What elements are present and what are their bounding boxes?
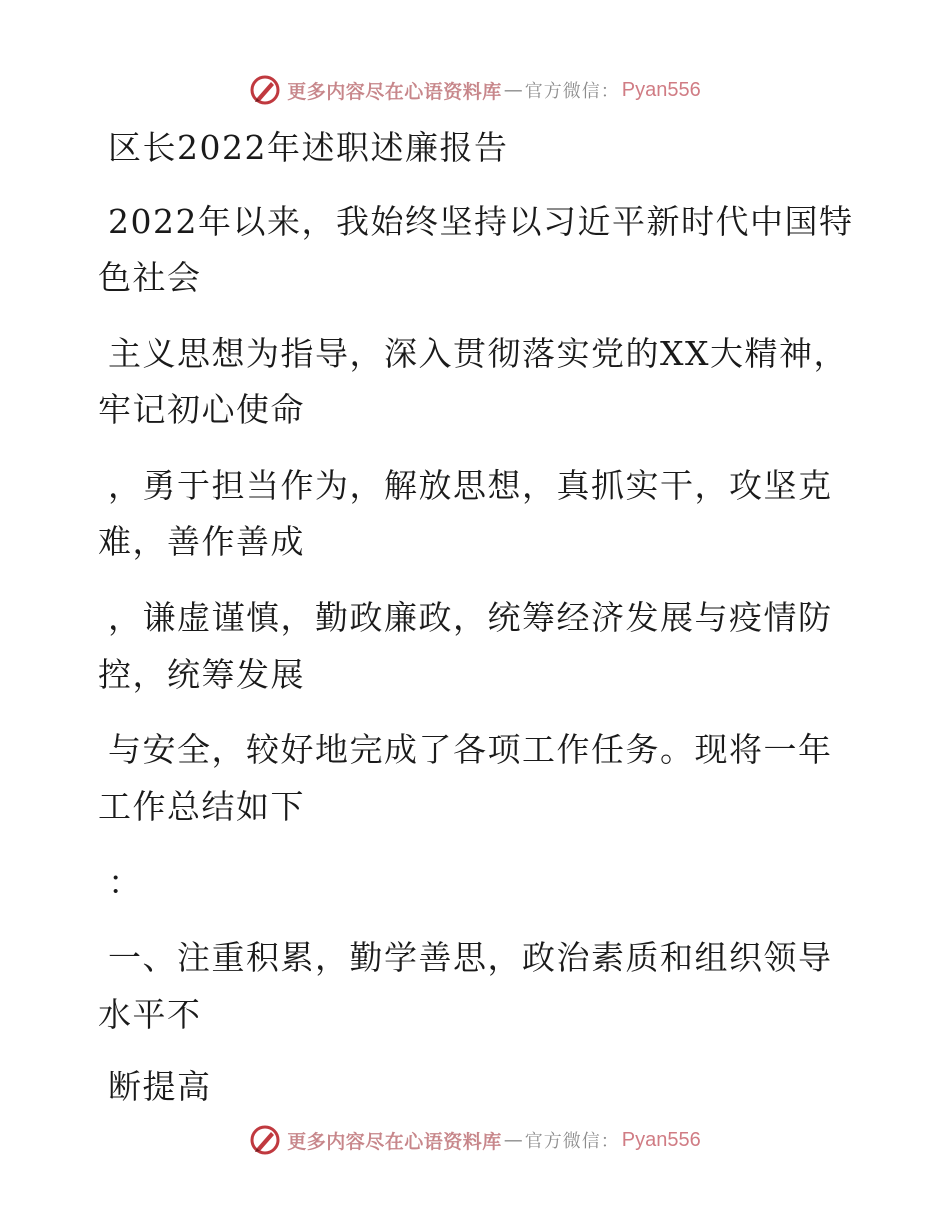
section-heading-continued: 水平不 [98,995,202,1034]
body-line: ： [108,863,143,902]
banner-official-label: 官方微信： [524,81,620,102]
banner-main-text: 更多内容尽在心语资料库 [287,1130,502,1153]
body-line: 牢记初心使命 [98,390,305,429]
section-heading: 一、注重积累，勤学善思，政治素质和组织领导 [108,938,833,977]
body-line: 难，善作善成 [98,522,305,561]
section-heading-continued: 断提高 [108,1067,212,1106]
body-line: 主义思想为指导，深入贯彻落实党的XX大精神， [108,334,848,373]
body-line: ，勇于担当作为，解放思想，真抓实干，攻坚克 [108,466,833,505]
banner-separator: — [503,79,523,101]
pen-logo-icon [249,1124,281,1156]
banner-wechat-id: Pyan556 [621,1128,701,1151]
banner-main-text: 更多内容尽在心语资料库 [287,80,502,103]
pen-logo-icon [249,74,281,106]
body-line: ，谦虚谨慎，勤政廉政，统筹经济发展与疫情防 [108,598,833,637]
footer-watermark-banner [0,1120,950,1160]
body-line: 2022年以来，我始终坚持以习近平新时代中国特 [108,202,854,241]
body-line: 色社会 [98,258,202,297]
banner-separator: — [503,1129,523,1151]
banner-wechat-id: Pyan556 [621,78,701,101]
body-line: 工作总结如下 [98,787,305,826]
header-watermark-banner [0,70,950,110]
document-title: 区长2022年述职述廉报告 [108,128,509,167]
body-line: 控，统筹发展 [98,655,305,694]
banner-official-label: 官方微信： [524,1131,620,1152]
body-line: 与安全，较好地完成了各项工作任务。现将一年 [108,730,833,769]
